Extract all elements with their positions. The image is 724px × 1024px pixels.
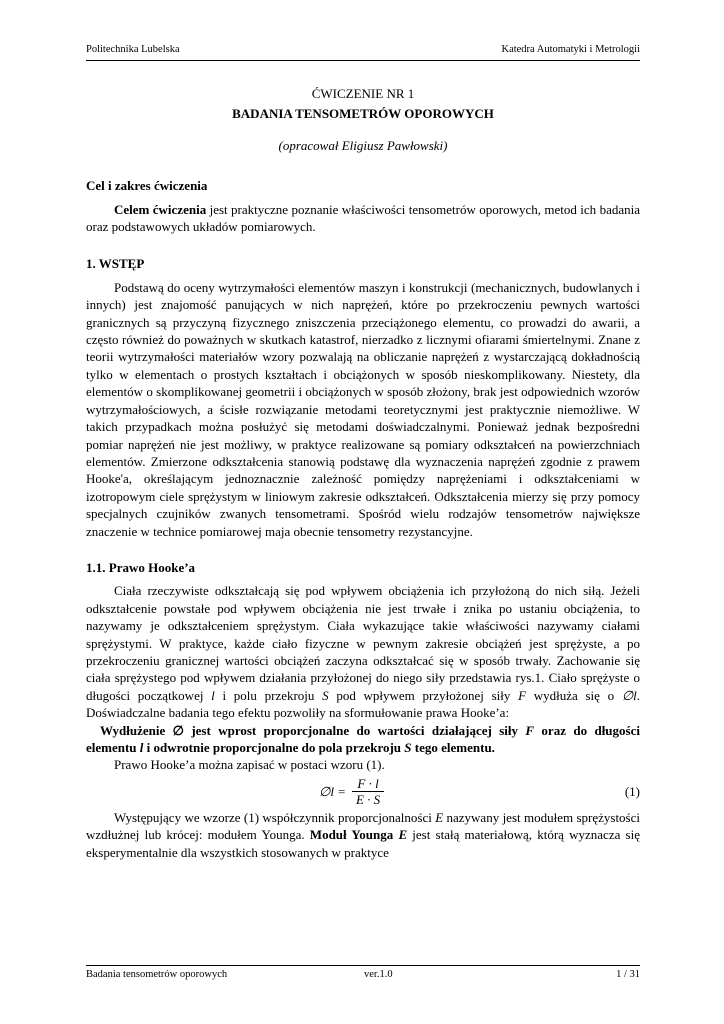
paragraph-wstep: Podstawą do oceny wytrzymałości elementów maszyn i konstrukcji (mechanicznych, budowlanych i innych) jest znajomość panujących w nich naprężeń, które po przekroczeniu pewnych wartości granicznych są przyczyną fizycznego zniszczenia przeciążonego elementu, co prowadzi do awarii, a często również do poważnych w skutkach katastrof, nierzadko z licznymi ofiarami śmiertelnymi. Znane z teorii wytrzymałości materiałów wzory pozwalają na obliczanie naprężeń z wystarczającą dokładnością tylko w elementach o prostych kształtach i obciążonych w sposób nieskomplikowany. Niestety, dla elementów o skomplikowanej geometrii i obciążonych w sposób złożony, brak jest odpowiednich wzorów wytrzymałościowych, a ścisłe rozwiązanie metodami teoretycznymi jest praktycznie niemożliwe. W takich przypadkach można posłużyć się metodami doświadczalnymi. Ponieważ jednak bezpośredni pomiar naprężeń nie jest możliwy, w praktyce realizowane są pomiary odkształceń na powierzchniach elementów. Zmierzone odkształcenia stanowią podstawę dla wyznaczenia naprężeń zgodnie z prawem Hooke'a, określającym jednoznacznie zależność pomiędzy naprężeniami i odkształceniami w izotropowym ciele sprężystym w liniowym zakresie odkształceń. Odkształcenia mierzy się przy pomocy specjalnych czujników zwanych tensometrami. Spośród wielu rodzajów tensometrów największe znaczenie w technice pomiarowej maja obecnie tensometry rezystancyjne. — [86, 279, 640, 539]
law-symbol-S: S — [404, 740, 412, 755]
hooke-law-statement — [86, 722, 640, 757]
footer-divider — [86, 965, 640, 966]
footer-page-number: 1 / 31 — [616, 969, 640, 980]
law-text: Wydłużenie — [100, 722, 173, 738]
equation-body — [319, 775, 384, 809]
young-text: nazywany jest modułem sprężystości wzdłużnej lub krócej: modułem Younga. — [86, 809, 640, 843]
hooke-text: . Doświadczalne badania tego efektu pozwoliły na sformułowanie prawa Hooke’a: — [86, 687, 640, 721]
cel-bold-lead: Celem ćwiczenia — [114, 201, 207, 217]
hooke-text: wydłuża się o — [526, 687, 622, 703]
equation-fraction — [352, 776, 384, 807]
document-body — [86, 85, 640, 861]
page-header — [86, 44, 640, 58]
page-footer — [86, 969, 640, 983]
heading-wstep: 1. WSTĘP — [86, 256, 145, 272]
heading-hooke: 1.1. Prawo Hooke’a — [86, 559, 196, 575]
equation-1 — [86, 775, 640, 809]
paragraph-cel — [86, 201, 640, 236]
law-symbol-F: F — [525, 722, 535, 738]
equation-number: (1) — [624, 783, 640, 799]
law-text: tego elementu. — [411, 740, 495, 755]
paragraph-hooke-1 — [86, 582, 640, 721]
heading-cel: Cel i zakres ćwiczenia — [86, 178, 208, 194]
law-symbol: ∅ — [172, 722, 184, 738]
young-text: jest stałą materiałową, którą wyznacza się eksperymentalnie dla wszystkich stosowanych w praktyce — [86, 827, 640, 860]
exercise-number: ĆWICZENIE NR 1 — [311, 86, 415, 101]
symbol-F: F — [518, 687, 527, 703]
symbol-l: l — [211, 687, 215, 703]
footer-version: ver.1.0 — [364, 969, 393, 980]
document-title: BADANIA TENSOMETRÓW OPOROWYCH — [232, 106, 494, 122]
law-symbol-l: l — [139, 740, 144, 755]
header-institution: Politechnika Lubelska — [86, 44, 180, 55]
header-divider — [86, 60, 640, 61]
symbol-E: E — [435, 809, 444, 825]
equation-denominator: E · S — [352, 791, 384, 807]
hooke-text: Ciała rzeczywiste odkształcają się pod wpływem obciążenia ich przyłożoną do nich siłą. Jeżeli odkształcenie powstałe pod wpływem obciążenia nie jest trwałe i znika po ustaniu obciążenia, to nazywamy je odkształceniem sprężystym. Ciała wykazujące takie właściwości nazywamy ciałami sprężystymi. W praktyce, każde ciało fizyczne w pewnym zakresie obciążeń jest sprężyste, a po przekroczeniu granicznej wartości obciążeń zaczyna odkształcać się w sposób trwały. Zachowanie się ciała sprężystego pod wpływem działania przyłożonej do niego siły przedstawia rys.1. Ciało sprężyste o długości początkowej — [86, 583, 640, 703]
young-bold: Moduł Younga — [309, 827, 399, 843]
symbol-S: S — [322, 687, 329, 703]
law-text: jest wprost proporcjonalne do wartości działającej siły — [183, 722, 526, 738]
footer-title: Badania tensometrów oporowych — [86, 969, 228, 980]
formula-intro: Prawo Hooke’a można zapisać w postaci wzoru (1). — [114, 757, 385, 773]
symbol-E-bold: E — [398, 827, 408, 843]
equation-lhs: ∅l = — [319, 784, 346, 800]
author-line: (opracował Eligiusz Pawłowski) — [278, 137, 448, 153]
cel-text: jest praktyczne poznanie właściwości tensometrów oporowych, metod ich badania oraz podstawowych układów pomiarowych. — [86, 201, 640, 235]
law-text: oraz do długości elementu — [86, 722, 640, 755]
hooke-text: i polu przekroju — [214, 687, 323, 703]
symbol-delta-l: ∅l — [621, 687, 637, 703]
hooke-text: pod wpływem przyłożonej siły — [328, 687, 519, 703]
law-text: i odwrotnie proporcjonalne do pola przekroju — [143, 740, 405, 755]
equation-numerator: F · l — [357, 776, 379, 792]
paragraph-hooke-2 — [86, 809, 640, 861]
header-department: Katedra Automatyki i Metrologii — [501, 44, 640, 55]
young-text: Występujący we wzorze (1) współczynnik proporcjonalności — [114, 809, 436, 825]
